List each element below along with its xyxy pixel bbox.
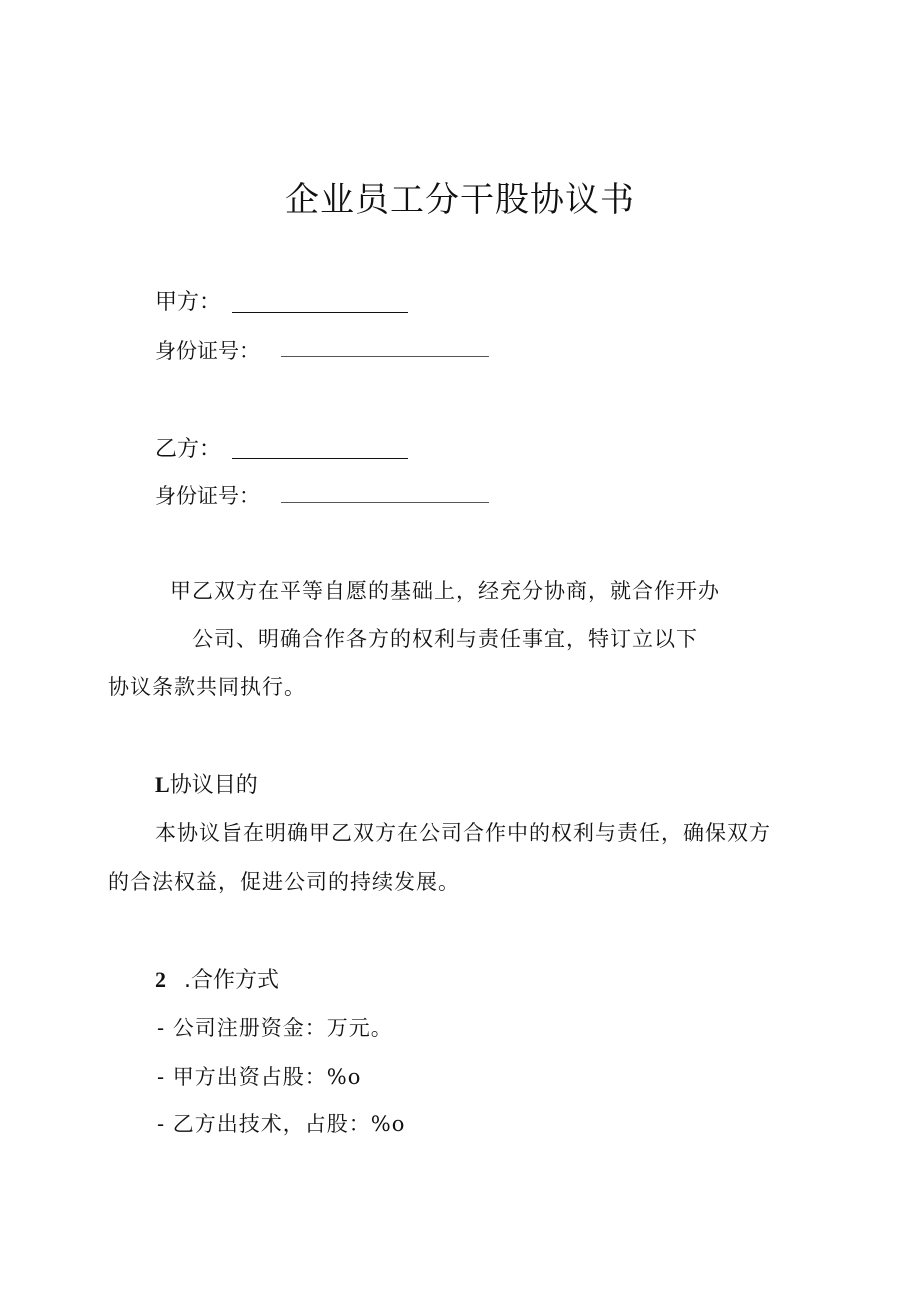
party-a-blank-line xyxy=(232,312,408,313)
section-2-item-2: - 甲方出资占股：%o xyxy=(157,1065,362,1089)
party-b-id-blank-line xyxy=(281,502,489,503)
section-1-number: L xyxy=(155,772,170,797)
section-1-line-1: 本协议旨在明确甲乙双方在公司合作中的权利与责任，确保双方 xyxy=(155,821,771,845)
document-title: 企业员工分干股协议书 xyxy=(285,180,635,220)
party-b-blank-line xyxy=(232,458,408,459)
party-b-id-label: 身份证号： xyxy=(155,484,260,508)
intro-line-2: 公司、明确合作各方的权利与责任事宜，特订立以下 xyxy=(192,627,698,651)
section-2-item-1: - 公司注册资金：万元。 xyxy=(157,1016,393,1040)
party-a-label: 甲方： xyxy=(155,290,222,315)
section-1-line-2: 的合法权益，促进公司的持续发展。 xyxy=(108,870,460,894)
section-2-title: .合作方式 xyxy=(184,968,279,993)
section-1-title: 协议目的 xyxy=(169,773,258,798)
party-b-label: 乙方： xyxy=(155,437,222,462)
section-1-heading xyxy=(155,768,258,799)
section-2-number: 2 xyxy=(155,967,166,992)
section-2-item-3: - 乙方出技术，占股：%o xyxy=(157,1112,406,1136)
party-a-id-blank-line xyxy=(281,356,489,357)
intro-line-3: 协议条款共同执行。 xyxy=(108,675,306,699)
section-2-heading xyxy=(155,963,279,994)
party-a-id-label: 身份证号： xyxy=(155,339,260,363)
intro-line-1: 甲乙双方在平等自愿的基础上，经充分协商，就合作开办 xyxy=(170,579,720,603)
